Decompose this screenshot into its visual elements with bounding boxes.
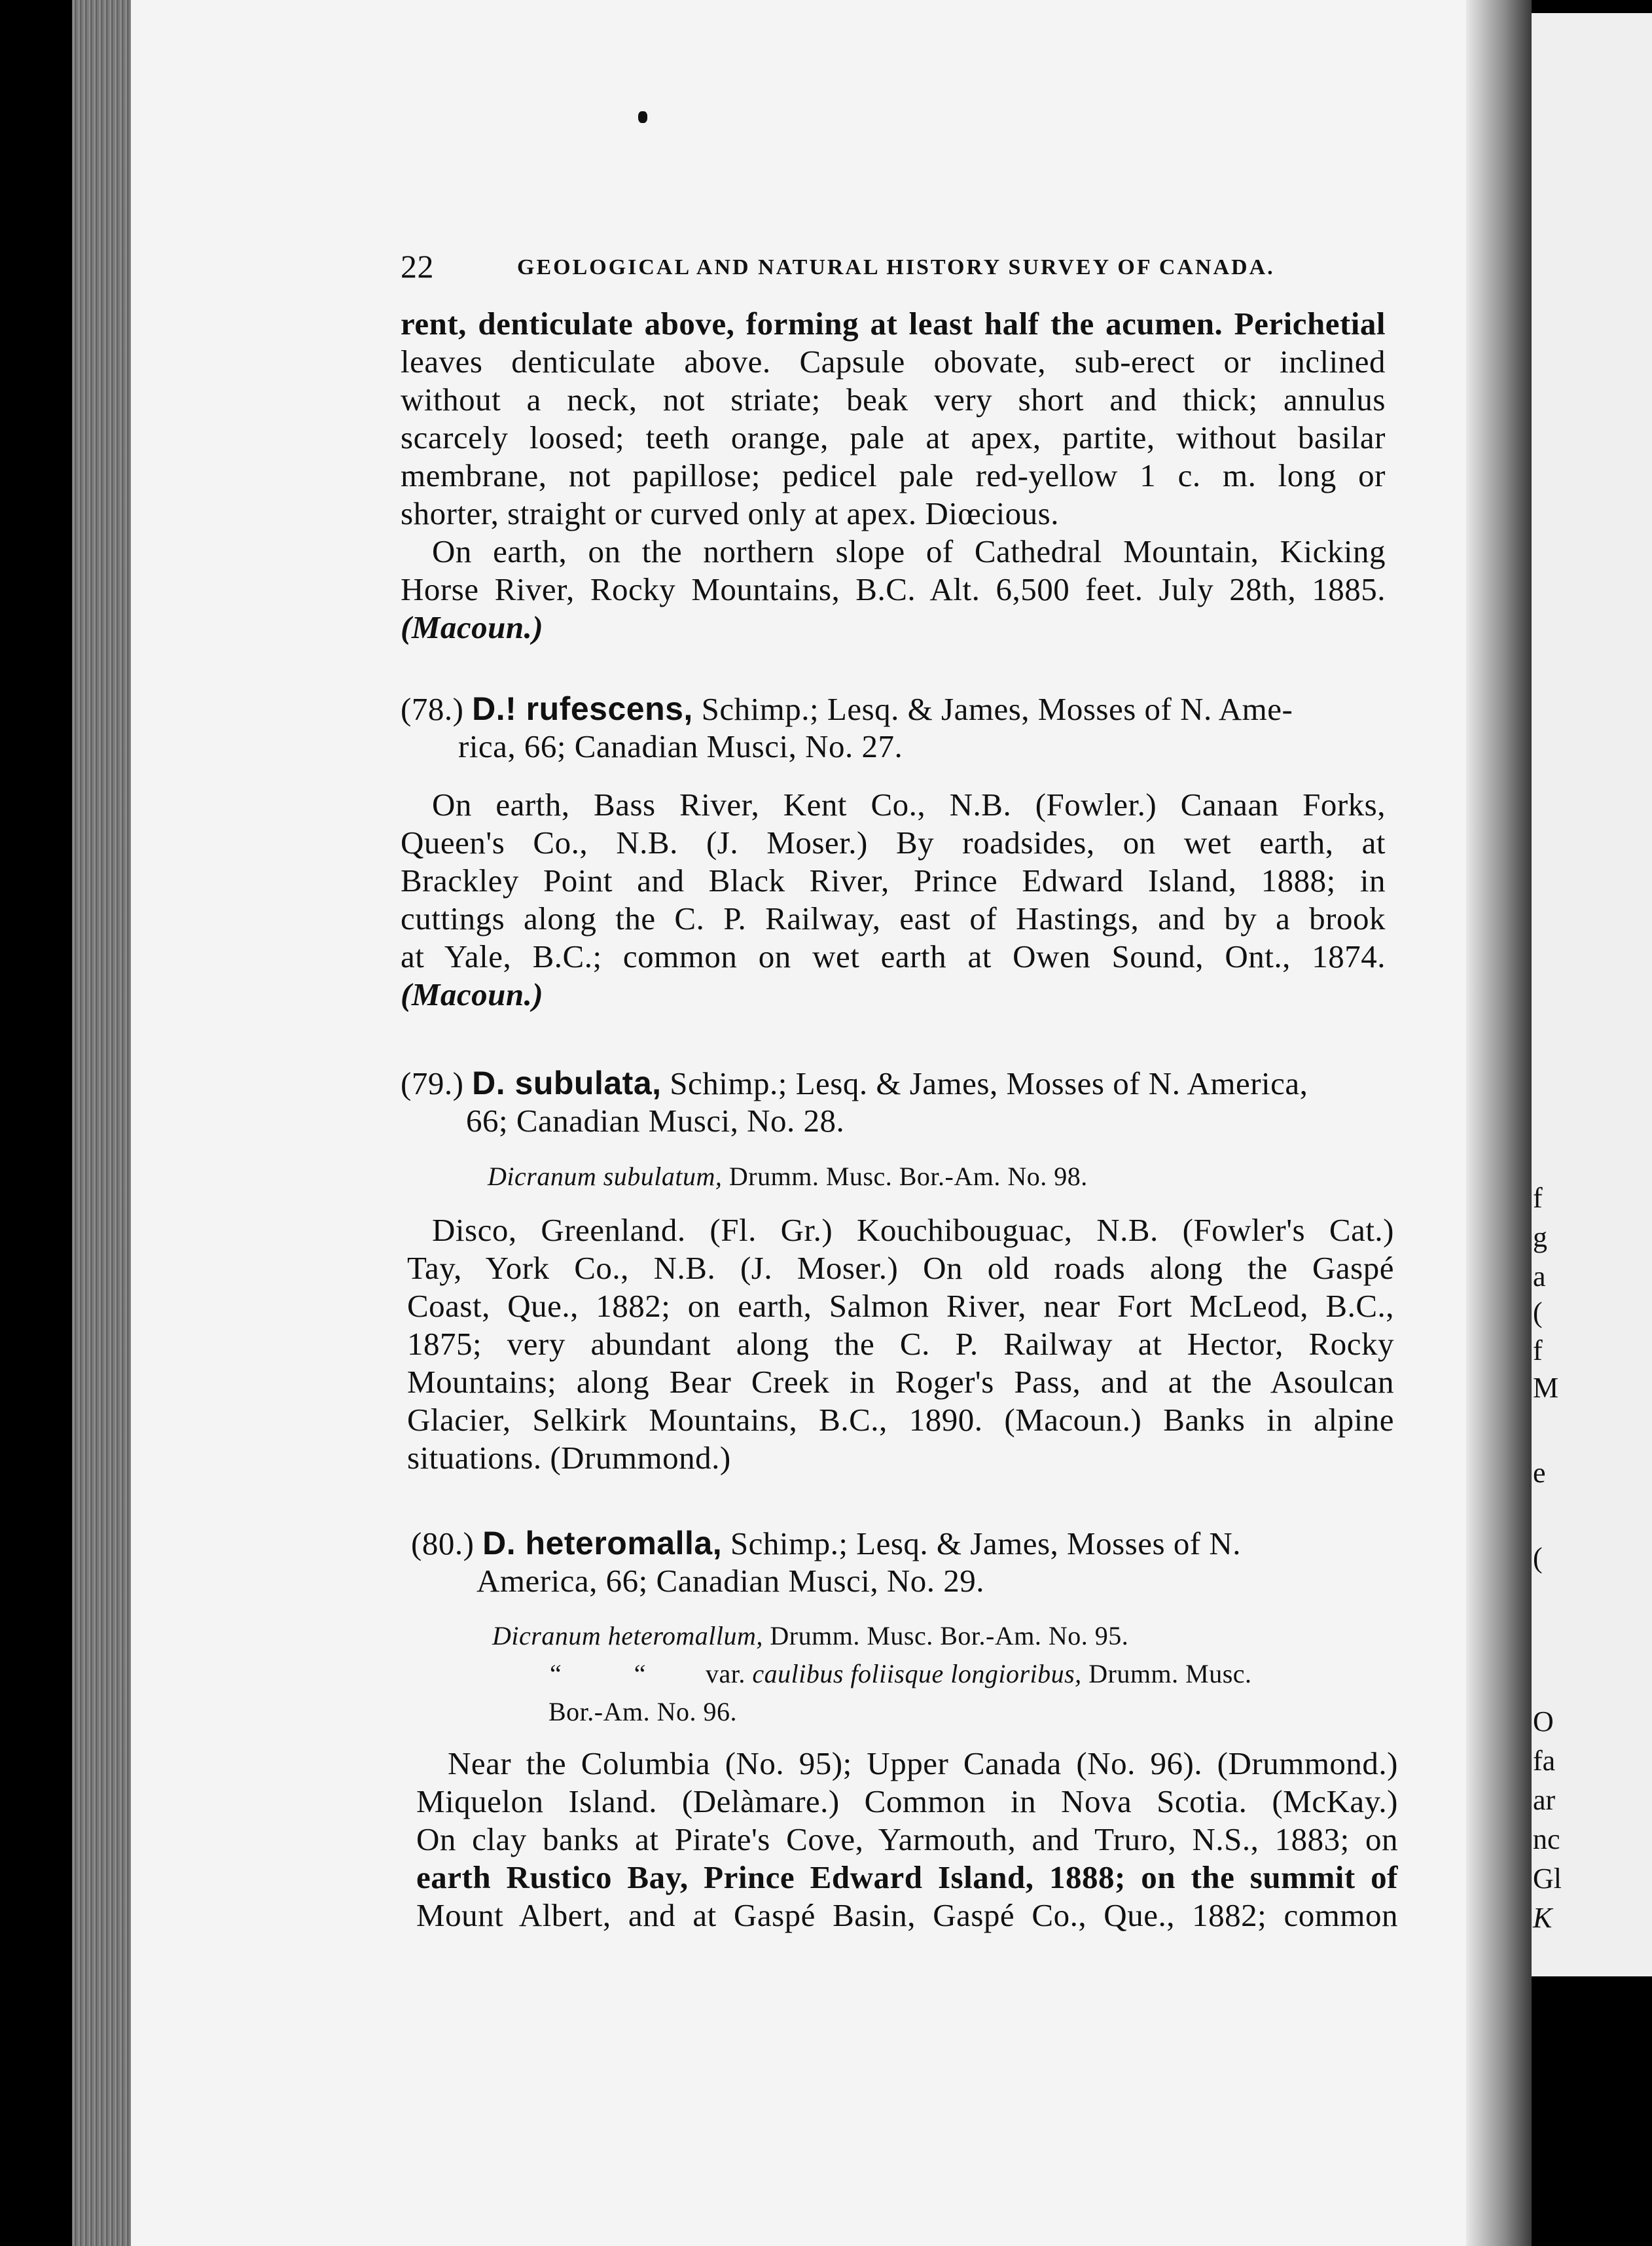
- text-line: Queen's Co., N.B. (J. Moser.) By roadsides, on wet earth, at: [401, 825, 1386, 861]
- citation: (Macoun.): [401, 609, 544, 645]
- entry-reference-cont: America, 66; Canadian Musci, No. 29.: [476, 1563, 984, 1599]
- facing-fragment: M: [1533, 1372, 1559, 1404]
- entry-number: (78.): [401, 691, 464, 727]
- text-line: leaves denticulate above. Capsule obovate, sub-erect or inclined: [401, 344, 1386, 380]
- facing-fragment: fa: [1533, 1745, 1556, 1777]
- text-line: Brackley Point and Black River, Prince Edward Island, 1888; in: [401, 863, 1386, 899]
- species-name: D.! rufescens,: [472, 690, 693, 727]
- text-line: rent, denticulate above, forming at least half the acumen. Perichetial: [401, 306, 1386, 342]
- facing-fragment: ar: [1533, 1784, 1556, 1816]
- running-title: GEOLOGICAL AND NATURAL HISTORY SURVEY OF CANADA.: [517, 255, 1275, 279]
- text-line: On earth, Bass River, Kent Co., N.B. (Fowler.) Canaan Forks,: [432, 787, 1386, 823]
- gutter-shadow: [1466, 0, 1532, 2246]
- species-name: D. heteromalla,: [482, 1525, 723, 1561]
- facing-fragment: (: [1533, 1542, 1543, 1574]
- synonym-reference: Drumm. Musc. Bor.-Am. No. 95.: [770, 1621, 1129, 1650]
- synonym-reference: Drumm. Musc.: [1088, 1659, 1252, 1688]
- entry-number: (80.): [411, 1525, 475, 1561]
- synonym-reference-cont: Bor.-Am. No. 96.: [548, 1697, 737, 1726]
- entry-reference-cont: 66; Canadian Musci, No. 28.: [466, 1103, 845, 1139]
- entry-reference: Schimp.; Lesq. & James, Mosses of N.: [730, 1525, 1242, 1561]
- entry-number: (79.): [401, 1065, 464, 1101]
- facing-fragment: (: [1533, 1296, 1543, 1328]
- entry-reference: Schimp.; Lesq. & James, Mosses of N. Ame-: [701, 691, 1293, 727]
- facing-fragment: nc: [1533, 1823, 1560, 1855]
- text-line: Near the Columbia (No. 95); Upper Canada (No. 96). (Drummond.): [448, 1745, 1398, 1781]
- text-line: Tay, York Co., N.B. (J. Moser.) On old roads along the Gaspé: [407, 1250, 1394, 1286]
- text-line: shorter, straight or curved only at apex. Diœcious.: [401, 495, 1060, 531]
- text-line: On clay banks at Pirate's Cove, Yarmouth, and Truro, N.S., 1883; on: [416, 1821, 1398, 1857]
- facing-fragment: f: [1533, 1334, 1543, 1366]
- variety-name: caulibus foliisque longioribus,: [752, 1659, 1082, 1688]
- text-line: earth Rustico Bay, Prince Edward Island, 1888; on the summit of: [416, 1859, 1398, 1895]
- facing-fragment: O: [1533, 1705, 1554, 1738]
- text-line: 1875; very abundant along the C. P. Railway at Hector, Rocky: [407, 1326, 1394, 1362]
- entry-80-heading: [411, 1527, 1241, 1560]
- entry-79-heading: [401, 1067, 1308, 1099]
- ink-speck: [638, 111, 647, 123]
- citation: (Macoun.): [401, 976, 544, 1012]
- text-line: Horse River, Rocky Mountains, B.C. Alt. 6,500 feet. July 28th, 1885.: [401, 571, 1386, 607]
- entry-reference-cont: rica, 66; Canadian Musci, No. 27.: [458, 728, 903, 764]
- text-line: at Yale, B.C.; common on wet earth at Owen Sound, Ont., 1874.: [401, 938, 1386, 974]
- facing-fragment: Gl: [1533, 1863, 1562, 1895]
- synonym-name: Dicranum heteromallum,: [492, 1621, 763, 1650]
- text-line: Glacier, Selkirk Mountains, B.C., 1890. (Macoun.) Banks in alpine: [407, 1402, 1394, 1438]
- facing-fragment: e: [1533, 1457, 1546, 1489]
- synonym-line: [492, 1623, 1128, 1649]
- text-line: situations. (Drummond.): [407, 1440, 731, 1476]
- synonym-reference: Drumm. Musc. Bor.-Am. No. 98.: [728, 1162, 1088, 1191]
- text-line: Coast, Que., 1882; on earth, Salmon River, near Fort McLeod, B.C.,: [407, 1288, 1394, 1324]
- ditto-marks: “ “: [550, 1659, 647, 1688]
- text-line: scarcely loosed; teeth orange, pale at apex, partite, without basilar: [401, 419, 1386, 455]
- facing-page-fragment: [1532, 13, 1652, 1976]
- facing-fragment: g: [1533, 1221, 1547, 1253]
- entry-reference: Schimp.; Lesq. & James, Mosses of N. America,: [670, 1065, 1308, 1101]
- text-line: Disco, Greenland. (Fl. Gr.) Kouchibouguac, N.B. (Fowler's Cat.): [432, 1212, 1394, 1248]
- synonym-variety-line: [550, 1661, 1252, 1687]
- facing-fragment: K: [1533, 1902, 1553, 1934]
- text-line: cuttings along the C. P. Railway, east of Hastings, and by a brook: [401, 900, 1386, 936]
- synonym-line: [488, 1164, 1088, 1190]
- text-line: On earth, on the northern slope of Cathedral Mountain, Kicking: [432, 533, 1386, 569]
- entry-78-heading: [401, 692, 1293, 725]
- facing-fragment: a: [1533, 1260, 1546, 1292]
- text-line: membrane, not papillose; pedicel pale red-yellow 1 c. m. long or: [401, 457, 1386, 493]
- text-line: Mountains; along Bear Creek in Roger's Pass, and at the Asoulcan: [407, 1364, 1394, 1400]
- text-line: without a neck, not striate; beak very short and thick; annulus: [401, 382, 1386, 418]
- facing-fragment: f: [1533, 1182, 1543, 1214]
- synonym-name: Dicranum subulatum,: [488, 1162, 723, 1191]
- species-name: D. subulata,: [472, 1065, 662, 1101]
- page-number: 22: [401, 248, 434, 285]
- text-line: Mount Albert, and at Gaspé Basin, Gaspé Co., Que., 1882; common: [416, 1897, 1398, 1933]
- text-line: Miquelon Island. (Delàmare.) Common in Nova Scotia. (McKay.): [416, 1783, 1398, 1819]
- variety-label: var.: [706, 1659, 745, 1688]
